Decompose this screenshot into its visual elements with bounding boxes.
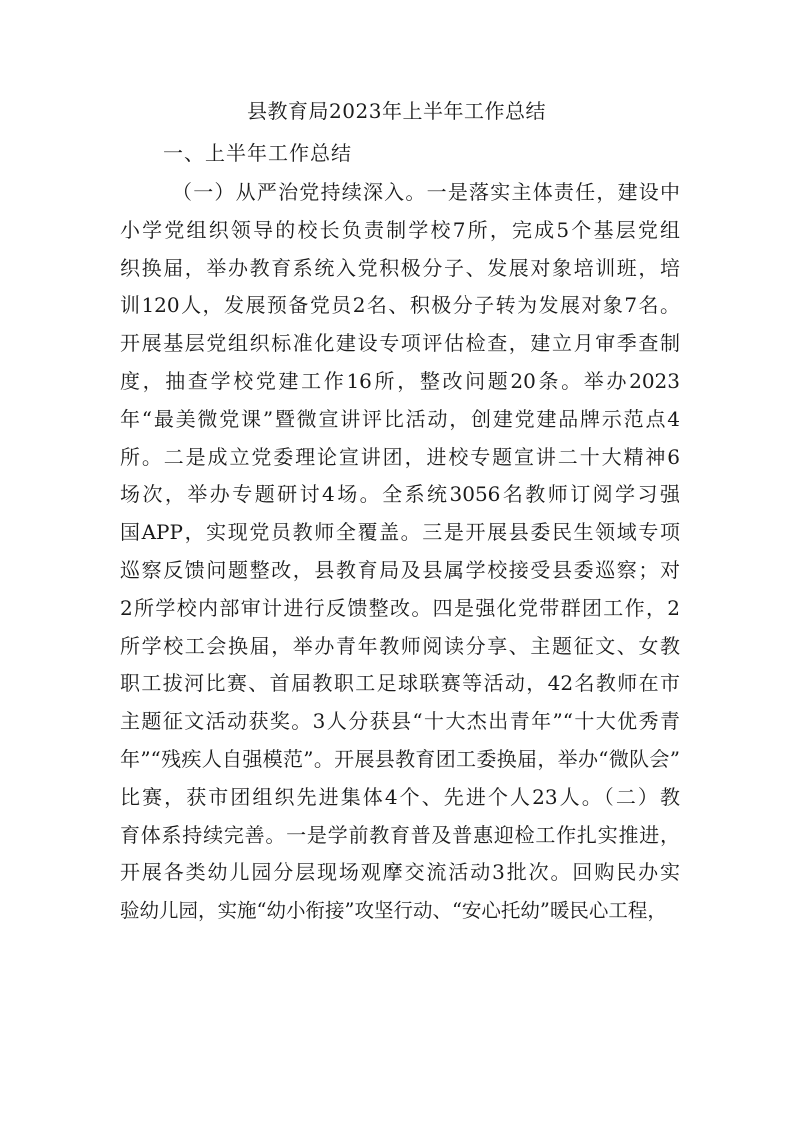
paragraph-line: 所学校工会换届，举办青年教师阅读分享、主题征文、女教	[120, 633, 680, 658]
paragraph-line: 育体系持续完善。一是学前教育普及普惠迎检工作扎实推进，	[120, 822, 680, 847]
paragraph-line: 开展各类幼儿园分层现场观摩交流活动3批次。回购民办实	[120, 860, 680, 885]
section-heading: 一、上半年工作总结	[163, 141, 352, 165]
paragraph-line: 主题征文活动获奖。3人分获县“十大杰出青年”“十大优秀青	[120, 709, 680, 734]
paragraph-line: 小学党组织领导的校长负责制学校7所，完成5个基层党组	[120, 217, 680, 242]
body-paragraph	[120, 174, 680, 930]
paragraph-line: 巡察反馈问题整改，县教育局及县属学校接受县委巡察；对	[120, 557, 680, 582]
paragraph-line: 开展基层党组织标准化建设专项评估检查，建立月审季查制	[120, 331, 680, 356]
paragraph-line: 职工拔河比赛、首届教职工足球联赛等活动，42名教师在市	[120, 671, 680, 696]
paragraph-line: 训120人，发展预备党员2名、积极分子转为发展对象7名。	[120, 293, 680, 318]
paragraph-line: 国APP，实现党员教师全覆盖。三是开展县委民生领域专项	[120, 520, 680, 545]
paragraph-line: 比赛，获市团组织先进集体4个、先进个人23人。（二）教	[120, 784, 680, 809]
paragraph-line: 验幼儿园，实施“幼小衔接”攻坚行动、“安心托幼”暖民心工程，	[120, 899, 667, 923]
paragraph-line: （一）从严治党持续深入。一是落实主体责任，建设中	[172, 180, 680, 204]
paragraph-line: 年“最美微党课”暨微宣讲评比活动，创建党建品牌示范点4	[120, 406, 680, 431]
paragraph-line: 场次，举办专题研讨4场。全系统3056名教师订阅学习强	[120, 482, 680, 507]
document-title: 县教育局2023年上半年工作总结	[247, 99, 546, 123]
paragraph-line: 所。二是成立党委理论宣讲团，进校专题宣讲二十大精神6	[120, 444, 680, 469]
paragraph-line: 织换届，举办教育系统入党积极分子、发展对象培训班，培	[120, 255, 680, 280]
paragraph-line: 年”“残疾人自强模范”。开展县教育团工委换届，举办“微队会”	[120, 746, 680, 771]
paragraph-line: 2所学校内部审计进行反馈整改。四是强化党带群团工作，2	[120, 595, 680, 620]
paragraph-line: 度，抽查学校党建工作16所，整改问题20条。举办2023	[120, 368, 680, 393]
